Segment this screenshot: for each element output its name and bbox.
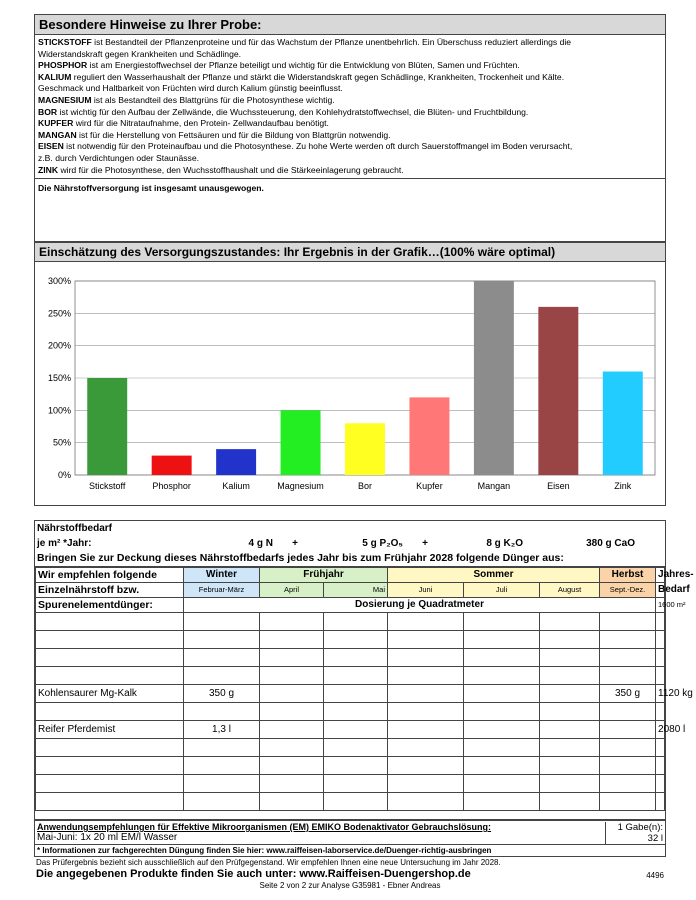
requirement-label: Nährstoffbedarf bbox=[37, 523, 113, 534]
note-line bbox=[38, 37, 662, 49]
note-text: ist Bestandteil der Pflanzenproteine und für das Wachstum der Pflanze unentbehrlich. Ein Überschuss reduziert allerdings die bbox=[91, 37, 572, 47]
cell-autumn bbox=[600, 648, 656, 666]
cell-empty bbox=[324, 720, 388, 738]
table-row bbox=[36, 756, 665, 774]
cell-empty bbox=[388, 720, 464, 738]
cell-empty bbox=[540, 774, 600, 792]
y-tick-label: 50% bbox=[52, 437, 71, 448]
cell-winter bbox=[184, 756, 260, 774]
note-key: KUPFER bbox=[38, 118, 74, 129]
cell-empty bbox=[324, 648, 388, 666]
y-tick-label: 300% bbox=[47, 276, 71, 286]
note-line bbox=[38, 107, 662, 119]
cell-total bbox=[656, 666, 665, 684]
table-row bbox=[36, 702, 665, 720]
note-key: MANGAN bbox=[38, 129, 77, 140]
req-plus-2: + bbox=[422, 538, 428, 549]
table-row bbox=[36, 666, 665, 684]
cell-empty bbox=[464, 612, 540, 630]
season-winter: Winter bbox=[184, 567, 260, 582]
cell-empty bbox=[324, 630, 388, 648]
fertilizer-table bbox=[35, 567, 694, 811]
cell-name bbox=[36, 612, 184, 630]
note-line bbox=[38, 95, 662, 107]
note-text: ist für die Herstellung von Fettsäuren und für die Bildung von Blattgrün notwendig. bbox=[76, 129, 391, 140]
cell-empty bbox=[388, 792, 464, 810]
note-text: ist notwendig für den Proteinaufbau und die Photosynthese. Zu hohe Werte werden oft durch Sauerstoffmangel im Boden verursacht, bbox=[63, 141, 573, 152]
requirement-block bbox=[35, 521, 665, 567]
cell-empty bbox=[540, 756, 600, 774]
note-line bbox=[38, 72, 662, 84]
cell-autumn bbox=[600, 756, 656, 774]
cell-empty bbox=[540, 702, 600, 720]
cell-name bbox=[36, 792, 184, 810]
cell-empty bbox=[260, 738, 324, 756]
bar-kalium bbox=[216, 449, 256, 475]
bar-bor bbox=[345, 423, 385, 475]
annual-header-2: Bedarf bbox=[656, 582, 665, 597]
footer-block bbox=[34, 820, 666, 890]
note-text: Widerstandskraft gegen Krankheiten und Schädlinge. bbox=[38, 48, 242, 59]
cell-total: 2080 l bbox=[656, 720, 665, 738]
season-autumn: Herbst bbox=[600, 567, 656, 582]
cell-winter bbox=[184, 666, 260, 684]
cell-name bbox=[36, 756, 184, 774]
cell-empty bbox=[260, 774, 324, 792]
bar-phosphor bbox=[152, 456, 192, 475]
chart-section bbox=[34, 242, 666, 506]
col-header-line3: Spurenelementdünger: bbox=[36, 597, 184, 612]
month-juni: Juni bbox=[388, 582, 464, 597]
area-value: 1600 m² bbox=[656, 597, 665, 612]
cell-winter: 350 g bbox=[184, 684, 260, 702]
table-row bbox=[36, 630, 665, 648]
cell-empty bbox=[464, 684, 540, 702]
bar-magnesium bbox=[281, 410, 321, 475]
dosage-header: Dosierung je Quadratmeter bbox=[184, 597, 656, 612]
note-text: ist als Bestandteil des Blattgrüns für die Photosynthese wichtig. bbox=[91, 94, 335, 105]
cell-empty bbox=[388, 648, 464, 666]
requirement-instruction: Bringen Sie zur Deckung dieses Nährstoffbedarfs jedes Jahr bis zum Frühjahr 2028 folgende Dünger aus: bbox=[37, 552, 564, 565]
cell-winter bbox=[184, 648, 260, 666]
x-tick-label: Stickstoff bbox=[89, 481, 126, 491]
x-tick-label: Zink bbox=[614, 481, 632, 491]
cell-empty bbox=[388, 612, 464, 630]
note-text: Geschmack und Haltbarkeit von Früchten wird durch Kalium günstig beeinflusst. bbox=[38, 83, 343, 94]
cell-winter: 1,3 l bbox=[184, 720, 260, 738]
em-title: Anwendungsempfehlungen für Effektive Mikroorganismen (EM) EMIKO Bodenaktivator Gebrauchslösung: bbox=[37, 822, 492, 832]
cell-empty bbox=[464, 666, 540, 684]
cell-empty bbox=[540, 648, 600, 666]
fertilizer-section bbox=[34, 520, 694, 820]
cell-empty bbox=[388, 738, 464, 756]
cell-winter bbox=[184, 702, 260, 720]
month-mai: Mai bbox=[324, 582, 388, 597]
note-line bbox=[38, 153, 662, 165]
em-row bbox=[34, 820, 666, 845]
cell-name bbox=[36, 648, 184, 666]
notes-section bbox=[34, 14, 666, 242]
table-row bbox=[36, 738, 665, 756]
season-spring: Frühjahr bbox=[260, 567, 388, 582]
cell-total bbox=[656, 756, 665, 774]
cell-empty bbox=[540, 792, 600, 810]
bar-kupfer bbox=[409, 397, 449, 475]
note-text: ist wichtig für den Aufbau der Zellwände, die Wuchssteuerung, den Kohlehydratstoffwechsel, die Blüten- und Fruchtbildung. bbox=[57, 106, 529, 117]
shop-line: Die angegebenen Produkte finden Sie auch unter: www.Raiffeisen-Duengershop.de bbox=[36, 868, 471, 880]
note-line bbox=[38, 141, 662, 153]
table-row bbox=[36, 720, 665, 738]
cell-empty bbox=[540, 630, 600, 648]
req-cao: 380 g CaO bbox=[586, 538, 635, 549]
col-header-line1: Wir empfehlen folgende bbox=[36, 567, 184, 582]
cell-empty bbox=[388, 630, 464, 648]
bar-mangan bbox=[474, 281, 514, 475]
note-key: MAGNESIUM bbox=[38, 94, 92, 105]
month-april: April bbox=[260, 582, 324, 597]
notes-list bbox=[35, 35, 665, 178]
cell-empty bbox=[324, 756, 388, 774]
cell-total bbox=[656, 738, 665, 756]
footer-code: 4496 bbox=[646, 871, 664, 880]
cell-autumn bbox=[600, 720, 656, 738]
x-tick-label: Mangan bbox=[477, 481, 511, 491]
cell-empty bbox=[388, 756, 464, 774]
cell-total bbox=[656, 774, 665, 792]
cell-empty bbox=[260, 792, 324, 810]
table-row bbox=[36, 612, 665, 630]
cell-winter bbox=[184, 738, 260, 756]
cell-name: Kohlensaurer Mg-Kalk bbox=[36, 684, 184, 702]
assessment-text: Die Nährstoffversorgung ist insgesamt unausgewogen. bbox=[35, 178, 665, 227]
y-tick-label: 100% bbox=[47, 405, 71, 416]
x-tick-label: Phosphor bbox=[152, 481, 191, 491]
table-row bbox=[36, 684, 665, 702]
note-line bbox=[38, 130, 662, 142]
req-p: 5 g P₂O₅ bbox=[362, 538, 403, 549]
note-line bbox=[38, 49, 662, 61]
cell-autumn bbox=[600, 666, 656, 684]
cell-empty bbox=[260, 648, 324, 666]
note-line bbox=[38, 60, 662, 72]
x-tick-label: Kalium bbox=[222, 481, 250, 491]
requirement-unit-label: je m² *Jahr: bbox=[37, 538, 92, 549]
cell-autumn bbox=[600, 612, 656, 630]
cell-empty bbox=[260, 612, 324, 630]
em-dose-label: 1 Gabe(n): bbox=[617, 822, 663, 833]
cell-name bbox=[36, 774, 184, 792]
cell-total bbox=[656, 792, 665, 810]
col-header-line2: Einzelnährstoff bzw. bbox=[36, 582, 184, 597]
cell-empty bbox=[324, 774, 388, 792]
note-key: KALIUM bbox=[38, 71, 72, 82]
cell-name bbox=[36, 630, 184, 648]
cell-empty bbox=[540, 684, 600, 702]
cell-empty bbox=[464, 702, 540, 720]
cell-empty bbox=[260, 630, 324, 648]
info-line: * Informationen zur fachgerechten Düngung finden Sie hier: www.raiffeisen-laborservice.de/Duenger-richtig-ausbringen bbox=[34, 845, 666, 857]
cell-winter bbox=[184, 630, 260, 648]
cell-empty bbox=[260, 720, 324, 738]
bar-zink bbox=[603, 372, 643, 475]
cell-name bbox=[36, 666, 184, 684]
cell-autumn bbox=[600, 630, 656, 648]
note-line bbox=[38, 83, 662, 95]
page-line: Seite 2 von 2 zur Analyse G35981 - Ebner Andreas bbox=[259, 881, 441, 890]
cell-empty bbox=[540, 666, 600, 684]
autumn-months: Sept.-Dez. bbox=[600, 582, 656, 597]
cell-autumn bbox=[600, 792, 656, 810]
table-row bbox=[36, 792, 665, 810]
cell-empty bbox=[260, 702, 324, 720]
cell-name: Reifer Pferdemist bbox=[36, 720, 184, 738]
fertilizer-rows bbox=[36, 612, 693, 810]
x-tick-label: Magnesium bbox=[277, 481, 324, 491]
cell-empty bbox=[324, 612, 388, 630]
cell-total bbox=[656, 612, 665, 630]
cell-empty bbox=[324, 666, 388, 684]
note-key: ZINK bbox=[38, 164, 59, 175]
bar-chart bbox=[35, 265, 667, 505]
cell-total bbox=[656, 702, 665, 720]
cell-empty bbox=[464, 738, 540, 756]
cell-empty bbox=[324, 702, 388, 720]
y-tick-label: 250% bbox=[47, 308, 71, 319]
cell-autumn: 350 g bbox=[600, 684, 656, 702]
cell-empty bbox=[464, 756, 540, 774]
winter-months: Februar-März bbox=[184, 582, 260, 597]
note-text: reguliert den Wasserhaushalt der Pflanze und stärkt die Widerstandskraft gegen Schädlinge, Krankheiten, Trockenheit und Kälte. bbox=[71, 71, 565, 82]
note-text: z.B. durch Verdichtungen oder Staunässe. bbox=[38, 152, 199, 163]
cell-empty bbox=[464, 792, 540, 810]
bar-stickstoff bbox=[87, 378, 127, 475]
note-key: PHOSPHOR bbox=[38, 60, 88, 71]
cell-empty bbox=[464, 648, 540, 666]
cell-empty bbox=[324, 684, 388, 702]
cell-total bbox=[656, 630, 665, 648]
note-key: BOR bbox=[38, 106, 58, 117]
cell-winter bbox=[184, 792, 260, 810]
y-tick-label: 200% bbox=[47, 340, 71, 351]
x-tick-label: Bor bbox=[357, 481, 373, 491]
cell-empty bbox=[388, 702, 464, 720]
cell-empty bbox=[540, 720, 600, 738]
cell-autumn bbox=[600, 702, 656, 720]
cell-empty bbox=[324, 792, 388, 810]
cell-autumn bbox=[600, 738, 656, 756]
cell-empty bbox=[388, 666, 464, 684]
note-text: wird für die Photosynthese, den Wuchsstoffhaushalt und die Stärkeeinlagerung gebraucht. bbox=[58, 164, 404, 175]
note-text: wird für die Nitrataufnahme, den Protein- Zellwandaufbau benötigt. bbox=[73, 118, 329, 129]
cell-empty bbox=[260, 756, 324, 774]
x-tick-label: Kupfer bbox=[416, 481, 443, 491]
em-text: Mai-Juni: 1x 20 ml EM/l Wasser bbox=[37, 832, 178, 843]
cell-total: 1120 kg bbox=[656, 684, 665, 702]
y-tick-label: 150% bbox=[47, 373, 71, 383]
annual-header-1: Jahres- bbox=[656, 567, 665, 582]
cell-empty bbox=[260, 684, 324, 702]
note-text: ist am Energiestoffwechsel der Pflanze beteiligt und wichtig für die Entwicklung von Blüten, Samen und Früchten. bbox=[87, 60, 520, 71]
cell-empty bbox=[260, 666, 324, 684]
req-n: 4 g N bbox=[248, 538, 273, 549]
note-key: STICKSTOFF bbox=[38, 37, 92, 47]
month-juli: Juli bbox=[464, 582, 540, 597]
cell-name bbox=[36, 738, 184, 756]
req-k: 8 g K₂O bbox=[486, 538, 523, 549]
x-tick-label: Eisen bbox=[547, 481, 570, 491]
cell-empty bbox=[324, 738, 388, 756]
y-tick-label: 0% bbox=[57, 470, 71, 480]
note-line: Das Prüfergebnis bezieht sich ausschließlich auf den Prüfgegenstand. Wir empfehlen Ihnen eine neue Untersuchung im Jahr 2028. bbox=[36, 858, 501, 867]
cell-name bbox=[36, 702, 184, 720]
note-key: EISEN bbox=[38, 141, 64, 152]
cell-empty bbox=[540, 738, 600, 756]
em-dose-value: 32 l bbox=[647, 833, 663, 844]
cell-empty bbox=[388, 684, 464, 702]
note-line bbox=[38, 118, 662, 130]
cell-empty bbox=[464, 630, 540, 648]
month-august: August bbox=[540, 582, 600, 597]
cell-total bbox=[656, 648, 665, 666]
cell-empty bbox=[464, 720, 540, 738]
table-row bbox=[36, 774, 665, 792]
cell-empty bbox=[540, 612, 600, 630]
table-row bbox=[36, 648, 665, 666]
cell-empty bbox=[464, 774, 540, 792]
season-summer: Sommer bbox=[388, 567, 600, 582]
cell-empty bbox=[388, 774, 464, 792]
chart-title: Einschätzung des Versorgungszustandes: Ihr Ergebnis in der Grafik…(100% wäre optimal) bbox=[35, 243, 665, 262]
notes-title: Besondere Hinweise zu Ihrer Probe: bbox=[35, 15, 665, 35]
note-line bbox=[38, 165, 662, 177]
req-plus-1: + bbox=[292, 538, 298, 549]
bar-eisen bbox=[538, 307, 578, 475]
cell-winter bbox=[184, 612, 260, 630]
cell-autumn bbox=[600, 774, 656, 792]
cell-winter bbox=[184, 774, 260, 792]
